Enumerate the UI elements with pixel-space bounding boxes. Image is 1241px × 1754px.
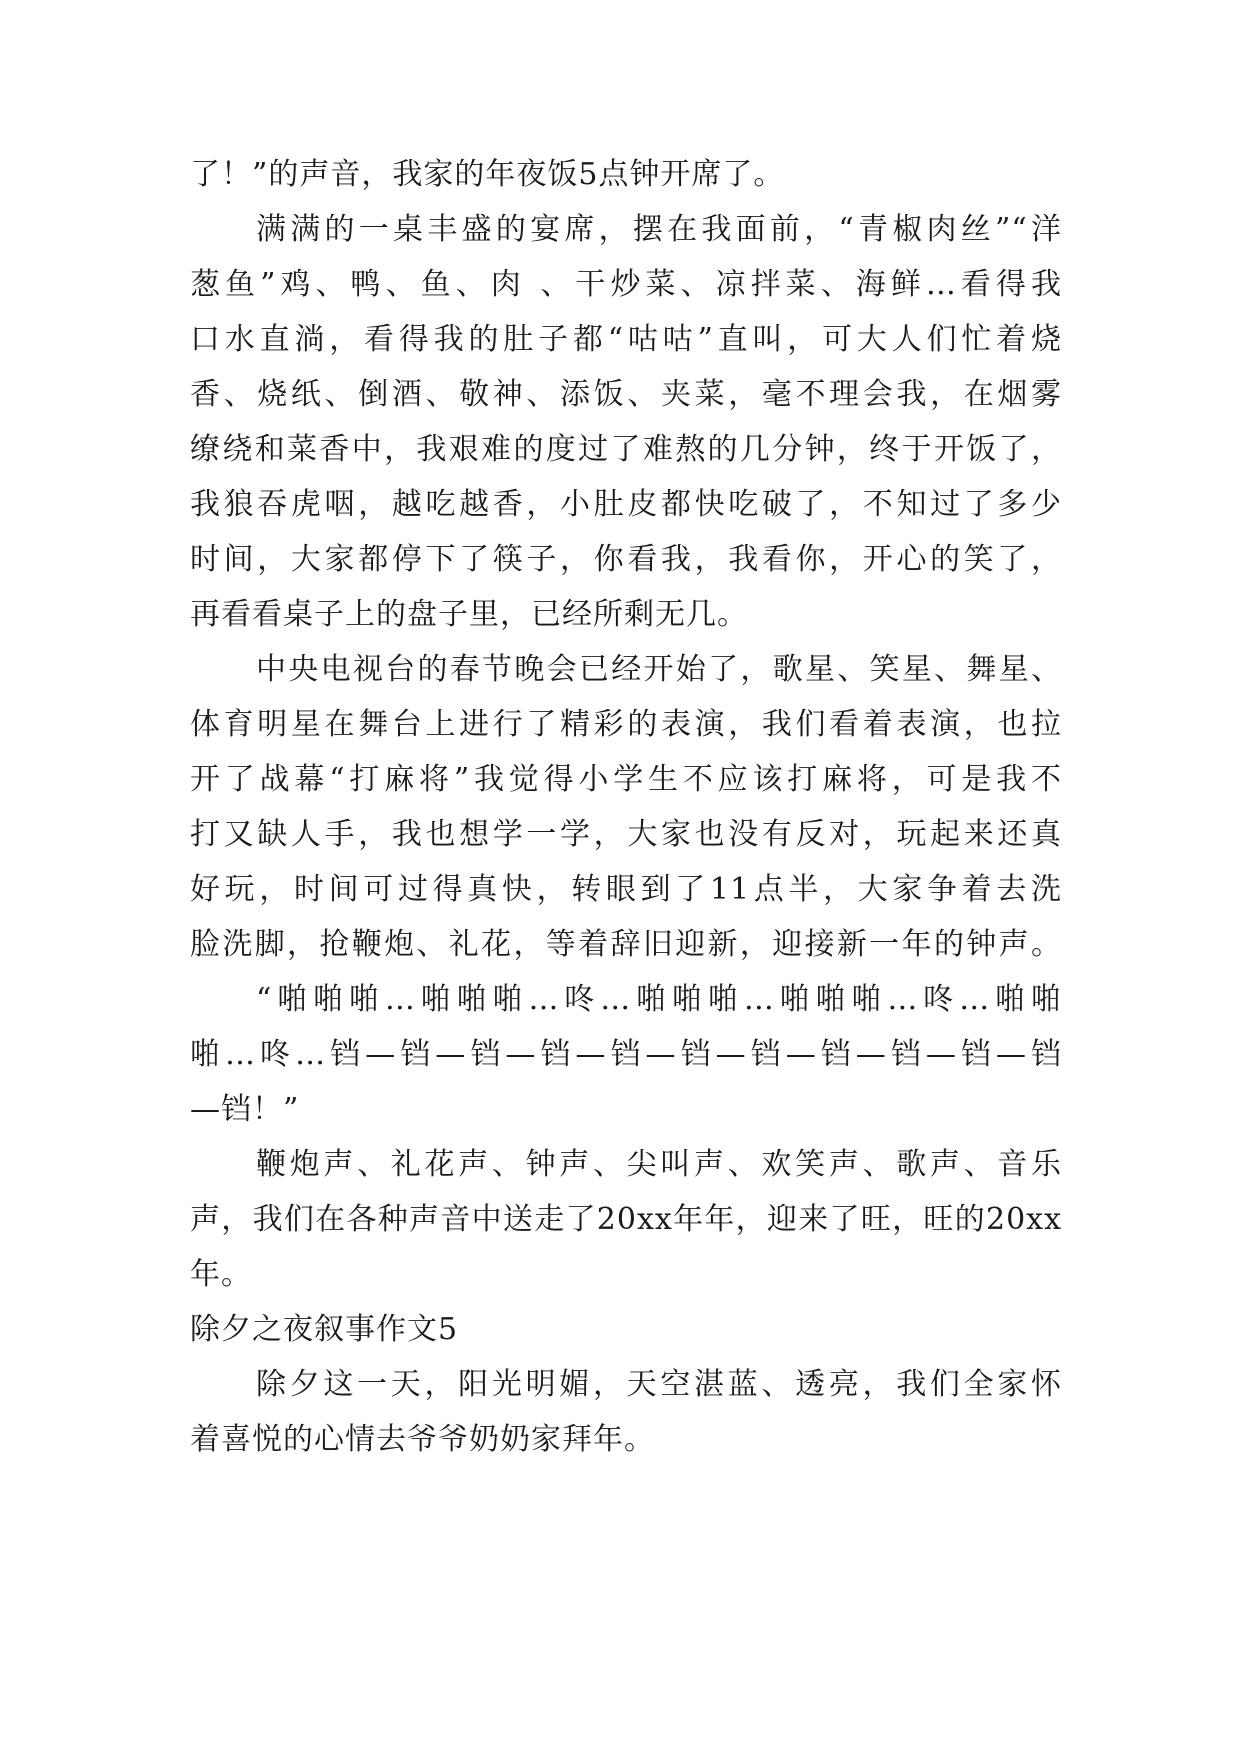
text-line: 啪…咚…铛—铛—铛—铛—铛—铛—铛—铛—铛—铛—铛 <box>190 1037 1062 1072</box>
text-line: 除夕这一天，阳光明媚，天空湛蓝、透亮，我们全家怀 <box>256 1367 1062 1402</box>
text-line: 口水直淌，看得我的肚子都“咕咕”直叫，可大人们忙着烧 <box>190 322 1062 357</box>
text-line: 年。 <box>190 1257 252 1292</box>
text-line: 香、烧纸、倒酒、敬神、添饭、夹菜，毫不理会我，在烟雾 <box>190 377 1062 412</box>
text-line: 缭绕和菜香中，我艰难的度过了难熬的几分钟，终于开饭了， <box>190 432 1062 467</box>
section-heading: 除夕之夜叙事作文5 <box>190 1312 459 1347</box>
text-line: 满满的一桌丰盛的宴席，摆在我面前，“青椒肉丝”“洋 <box>256 212 1062 247</box>
text-line: 葱鱼”鸡、鸭、鱼、肉 、干炒菜、凉拌菜、海鲜…看得我 <box>190 267 1062 302</box>
text-line: 着喜悦的心情去爷爷奶奶家拜年。 <box>190 1422 655 1457</box>
text-line: 时间，大家都停下了筷子，你看我，我看你，开心的笑了， <box>190 542 1062 577</box>
text-line: 再看看桌子上的盘子里，已经所剩无几。 <box>190 597 748 632</box>
text-line: 声，我们在各种声音中送走了20xx年年，迎来了旺，旺的20xx <box>190 1202 1062 1237</box>
text-line: 中央电视台的春节晚会已经开始了，歌星、笑星、舞星、 <box>256 652 1062 687</box>
text-line: 好玩，时间可过得真快，转眼到了11点半，大家争着去洗 <box>190 872 1062 907</box>
text-line: 体育明星在舞台上进行了精彩的表演，我们看着表演，也拉 <box>190 707 1062 742</box>
text-line: “啪啪啪…啪啪啪…咚…啪啪啪…啪啪啪…咚…啪啪 <box>256 982 1062 1017</box>
text-line: —铛！” <box>190 1092 300 1127</box>
text-line: 我狼吞虎咽，越吃越香，小肚皮都快吃破了，不知过了多少 <box>190 487 1062 522</box>
text-line: 脸洗脚，抢鞭炮、礼花，等着辞旧迎新，迎接新一年的钟声。 <box>190 927 1062 962</box>
text-line: 鞭炮声、礼花声、钟声、尖叫声、欢笑声、歌声、音乐 <box>256 1147 1062 1182</box>
text-line: 开了战幕“打麻将”我觉得小学生不应该打麻将，可是我不 <box>190 762 1062 797</box>
text-line: 打又缺人手，我也想学一学，大家也没有反对，玩起来还真 <box>190 817 1062 852</box>
text-line: 了！”的声音，我家的年夜饭5点钟开席了。 <box>190 157 785 192</box>
